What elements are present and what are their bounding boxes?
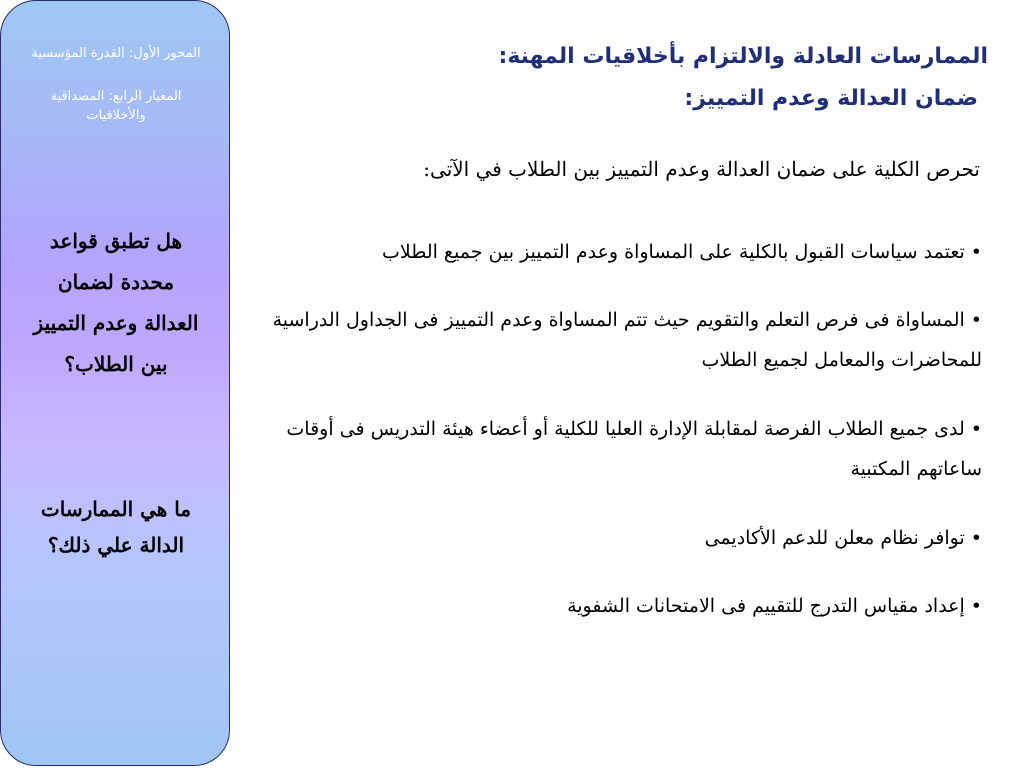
sidebar-practices-question: ما هي الممارسات الدالة علي ذلك؟ (40, 497, 192, 557)
axis-label: المحور الأول: القدرة المؤسسية (31, 46, 201, 61)
bullet-text: تعتمد سياسات القبول بالكلية على المساواة وعدم التمييز بين جميع الطلاب (382, 241, 965, 263)
bullet-item-3 (262, 409, 982, 489)
bullet-item-2 (262, 300, 982, 380)
bullet-symbol: • (970, 309, 982, 331)
sidebar-panel (0, 0, 230, 766)
bullet-text: لدى جميع الطلاب الفرصة لمقابلة الإدارة العليا للكلية أو أعضاء هيئة التدريس فى أوقات ساعاتهم المكتبية (286, 418, 982, 480)
bullet-symbol: • (970, 241, 982, 263)
bullet-text: توافر نظام معلن للدعم الأكاديمى (704, 527, 965, 549)
bullet-symbol: • (970, 418, 982, 440)
main-content (250, 0, 990, 768)
bullet-item-1 (262, 232, 982, 272)
bullet-text: إعداد مقياس التدرج للتقييم فى الامتحانات الشفوية (567, 595, 965, 617)
bullet-text: المساواة فى فرص التعلم والتقويم حيث تتم المساواة وعدم التمييز فى الجداول الدراسية للمحاضرات والمعامل لجميع الطلاب (272, 309, 982, 371)
intro-text: تحرص الكلية على ضمان العدالة وعدم التمييز بين الطلاب في الآتى: (423, 157, 980, 181)
sidebar-question: هل تطبق قواعد محددة لضمان العدالة وعدم التمييز بين الطلاب؟ (33, 229, 199, 376)
slide-title-line-1: الممارسات العادلة والالتزام بأخلاقيات المهنة: (498, 44, 988, 69)
slide-title-line-2: ضمان العدالة وعدم التمييز: (684, 86, 978, 111)
bullet-symbol: • (970, 595, 982, 617)
bullet-item-4 (262, 518, 982, 558)
criterion-label: المعيار الرابع: المصداقية والأخلاقيات (50, 89, 182, 123)
bullet-list (262, 232, 982, 654)
bullet-item-5 (262, 586, 982, 626)
bullet-symbol: • (970, 527, 982, 549)
